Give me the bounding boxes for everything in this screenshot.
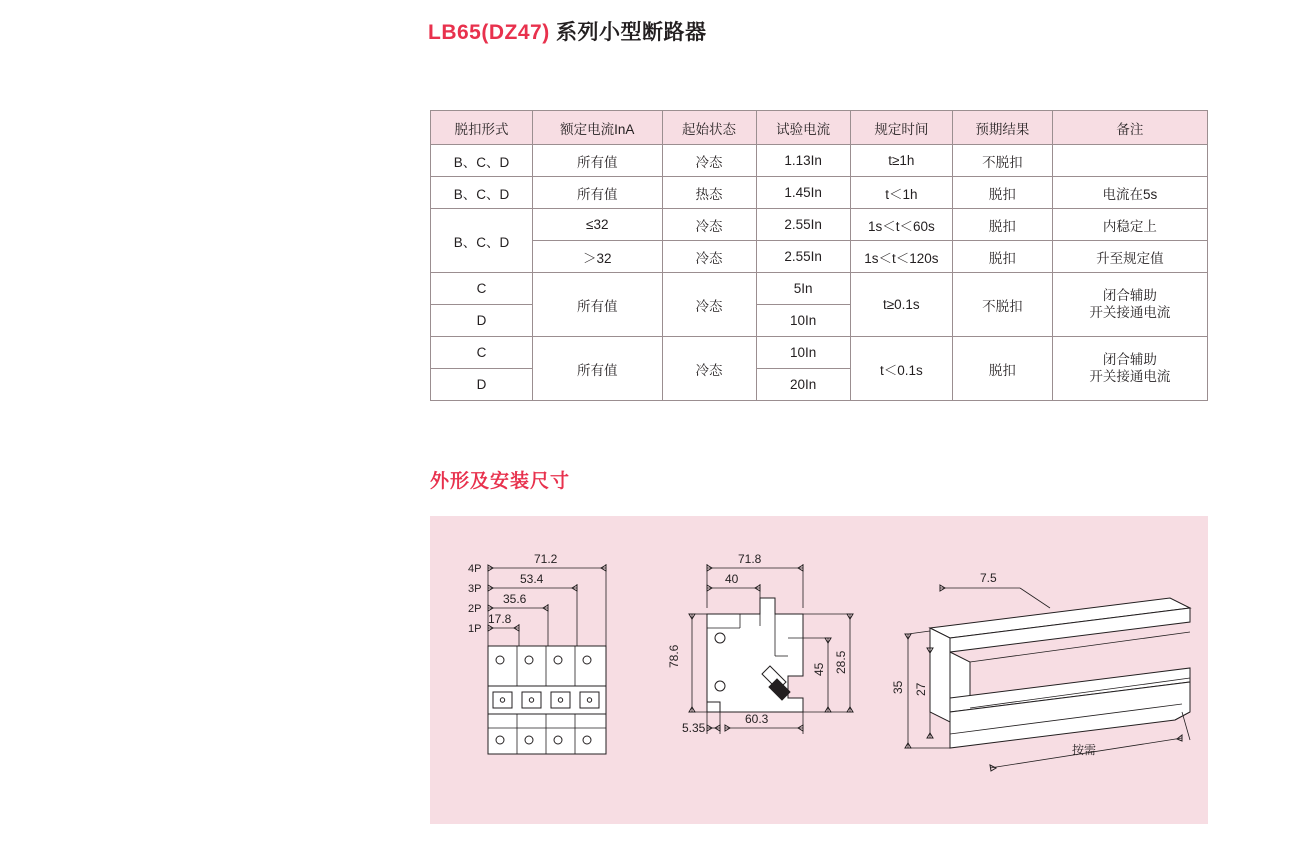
- cell-specified-time: t≥0.1s: [850, 273, 952, 337]
- cell-trip-type: D: [431, 369, 533, 401]
- cell-trip-type: B、C、D: [431, 209, 533, 273]
- cell-remark: 内稳定上: [1052, 209, 1207, 241]
- cell-specified-time: t＜0.1s: [850, 337, 952, 401]
- cell-remark: [1052, 273, 1207, 337]
- cell-specified-time: t≥1h: [850, 145, 952, 177]
- side-view-dim-78-6: 78.6: [667, 644, 681, 668]
- front-view-dim-71-2: 71.2: [534, 552, 558, 566]
- dimension-drawing-panel: [430, 516, 1208, 824]
- cell-rated-current: 所有值: [532, 177, 662, 209]
- rail-view-drawing: [891, 571, 1190, 771]
- cell-test-current: 20In: [756, 369, 850, 401]
- front-view-label-4p: 4P: [468, 563, 482, 575]
- cell-test-current: 2.55In: [756, 241, 850, 273]
- front-view-dim-53-4: 53.4: [520, 572, 544, 586]
- table-row: [431, 145, 1208, 177]
- cell-initial-state: 冷态: [662, 209, 756, 241]
- side-view-dim-60-3: 60.3: [745, 712, 769, 726]
- product-code: LB65(DZ47): [428, 21, 550, 44]
- table-row: [431, 209, 1208, 241]
- page-title: [428, 16, 707, 46]
- cell-trip-type: C: [431, 337, 533, 369]
- cell-initial-state: 冷态: [662, 337, 756, 401]
- table-row: [431, 273, 1208, 305]
- product-title-rest: 系列小型断路器: [549, 21, 707, 44]
- side-view-drawing: [667, 552, 853, 735]
- cell-expected-result: 脱扣: [952, 337, 1052, 401]
- remark-line-1: 闭合辅助: [1102, 351, 1157, 367]
- remark-line-2: 开关接通电流: [1089, 368, 1171, 384]
- cell-specified-time: 1s＜t＜60s: [850, 209, 952, 241]
- cell-test-current: 10In: [756, 305, 850, 337]
- table-row: [431, 177, 1208, 209]
- cell-remark: 升至规定值: [1052, 241, 1207, 273]
- cell-trip-type: C: [431, 273, 533, 305]
- remark-line-1: 闭合辅助: [1102, 287, 1157, 303]
- side-view-dim-5-35: 5.35: [682, 721, 706, 735]
- rail-view-dim-27: 27: [914, 682, 928, 696]
- side-view-dim-71-8: 71.8: [738, 552, 762, 566]
- col-header-expected-result: 预期结果: [952, 111, 1052, 145]
- cell-remark: [1052, 145, 1207, 177]
- spec-table-body: [431, 145, 1208, 401]
- cell-rated-current: 所有值: [532, 273, 662, 337]
- section-heading-dimensions: 外形及安装尺寸: [430, 471, 571, 492]
- cell-expected-result: 脱扣: [952, 177, 1052, 209]
- front-view-drawing: [468, 552, 606, 754]
- front-view-label-3p: 3P: [468, 583, 482, 595]
- front-view-dim-35-6: 35.6: [503, 592, 527, 606]
- cell-initial-state: 冷态: [662, 241, 756, 273]
- cell-specified-time: 1s＜t＜120s: [850, 241, 952, 273]
- cell-rated-current: ＞32: [532, 241, 662, 273]
- cell-expected-result: 不脱扣: [952, 145, 1052, 177]
- table-row: [431, 241, 1208, 273]
- spec-table-head: [431, 111, 1208, 145]
- cell-rated-current: 所有值: [532, 145, 662, 177]
- rail-view-length-note: 按需: [1072, 743, 1097, 757]
- cell-rated-current: 所有值: [532, 337, 662, 401]
- col-header-initial-state: 起始状态: [662, 111, 756, 145]
- col-header-trip-type: 脱扣形式: [431, 111, 533, 145]
- cell-test-current: 2.55In: [756, 209, 850, 241]
- cell-rated-current: ≤32: [532, 209, 662, 241]
- dimension-drawings-svg: [430, 516, 1208, 824]
- front-view-label-1p: 1P: [468, 623, 482, 635]
- cell-initial-state: 热态: [662, 177, 756, 209]
- cell-initial-state: 冷态: [662, 145, 756, 177]
- spec-table-wrapper: [430, 110, 1208, 401]
- front-view-label-2p: 2P: [468, 603, 482, 615]
- side-view-dim-40: 40: [725, 572, 739, 586]
- side-view-dim-45: 45: [812, 662, 826, 676]
- front-view-dim-17-8: 17.8: [488, 612, 512, 626]
- cell-specified-time: t＜1h: [850, 177, 952, 209]
- col-header-test-current: 试验电流: [756, 111, 850, 145]
- rail-view-dim-35: 35: [891, 680, 905, 694]
- cell-test-current: 10In: [756, 337, 850, 369]
- cell-remark: 电流在5s: [1052, 177, 1207, 209]
- cell-remark: [1052, 337, 1207, 401]
- cell-expected-result: 不脱扣: [952, 273, 1052, 337]
- col-header-rated-current: 额定电流InA: [532, 111, 662, 145]
- cell-test-current: 5In: [756, 273, 850, 305]
- col-header-specified-time: 规定时间: [850, 111, 952, 145]
- col-header-remark: 备注: [1052, 111, 1207, 145]
- cell-trip-type: B、C、D: [431, 145, 533, 177]
- cell-test-current: 1.13In: [756, 145, 850, 177]
- side-view-dim-28-5: 28.5: [834, 650, 848, 674]
- cell-expected-result: 脱扣: [952, 209, 1052, 241]
- remark-line-2: 开关接通电流: [1089, 304, 1171, 320]
- cell-initial-state: 冷态: [662, 273, 756, 337]
- cell-trip-type: B、C、D: [431, 177, 533, 209]
- cell-test-current: 1.45In: [756, 177, 850, 209]
- spec-table: [430, 110, 1208, 401]
- cell-trip-type: D: [431, 305, 533, 337]
- rail-view-dim-7-5: 7.5: [980, 571, 997, 585]
- table-row: [431, 337, 1208, 369]
- table-header-row: [431, 111, 1208, 145]
- cell-expected-result: 脱扣: [952, 241, 1052, 273]
